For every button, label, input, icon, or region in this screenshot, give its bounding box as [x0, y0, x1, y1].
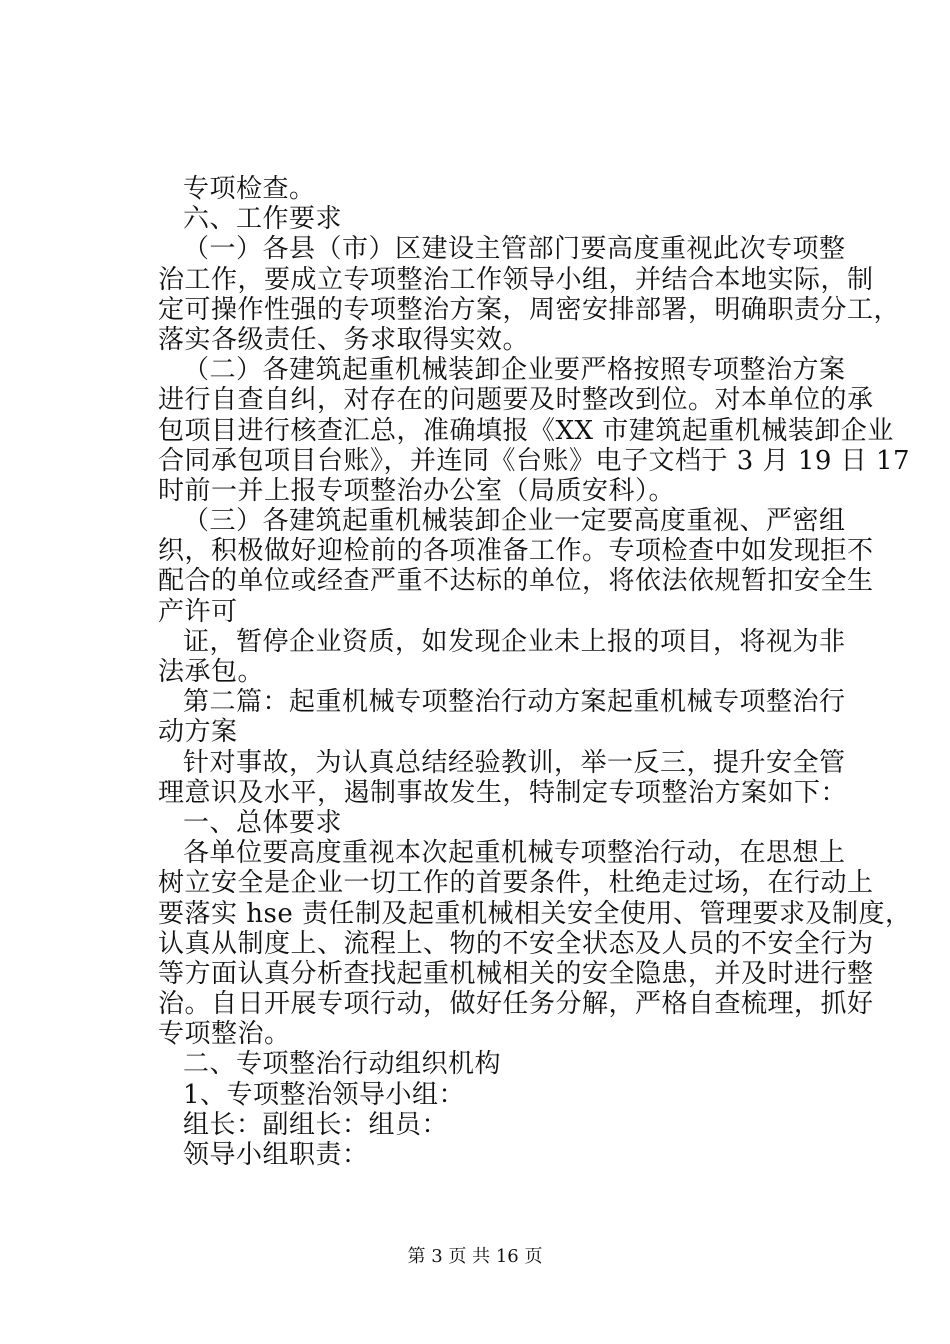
text-line: 织，积极做好迎检前的各项准备工作。专项检查中如发现拒不 [158, 536, 874, 566]
text-line: （一）各县（市）区建设主管部门要高度重视此次专项整 [183, 234, 846, 264]
text-line: 进行自查自纠，对存在的问题要及时整改到位。对本单位的承 [158, 385, 874, 415]
page-footer: 第 3 页 共 16 页 [407, 1246, 543, 1267]
text-line: 落实各级责任、务求取得实效。 [158, 325, 530, 355]
text-line: 等方面认真分析查找起重机械相关的安全隐患，并及时进行整 [158, 959, 874, 989]
text-line: 定可操作性强的专项整治方案，周密安排部署，明确职责分工， [158, 295, 901, 325]
text-line: 包项目进行核查汇总，准确填报《XX 市建筑起重机械装卸企业 [158, 416, 894, 446]
text-line: 配合的单位或经查严重不达标的单位，将依法依规暂扣安全生 [158, 566, 874, 596]
chapter-heading: 动方案 [158, 717, 238, 747]
text-line: 1、专项整治领导小组： [183, 1080, 466, 1110]
text-line: （二）各建筑起重机械装卸企业要严格按照专项整治方案 [183, 355, 846, 385]
section-heading: 一、总体要求 [183, 808, 343, 838]
text-line: 合同承包项目台账》，并连同《台账》电子文档于 3 月 19 日 17 [158, 446, 911, 476]
text-line: 专项检查。 [183, 174, 316, 204]
text-line: 针对事故，为认真总结经验教训，举一反三，提升安全管 [183, 748, 846, 778]
section-heading: 二、专项整治行动组织机构 [183, 1049, 502, 1079]
text-line: 产许可 [158, 597, 238, 627]
text-line: 理意识及水平，遏制事故发生，特制定专项整治方案如下： [158, 778, 848, 808]
text-line: 要落实 hse 责任制及起重机械相关安全使用、管理要求及制度， [158, 899, 912, 929]
chapter-heading: 第二篇：起重机械专项整治行动方案起重机械专项整治行 [183, 687, 846, 717]
text-line: 证，暂停企业资质，如发现企业未上报的项目，将视为非 [183, 627, 846, 657]
text-line: （三）各建筑起重机械装卸企业一定要高度重视、严密组 [183, 506, 846, 536]
text-line: 治工作，要成立专项整治工作领导小组，并结合本地实际，制 [158, 265, 874, 295]
text-line: 认真从制度上、流程上、物的不安全状态及人员的不安全行为 [158, 929, 874, 959]
section-heading: 六、工作要求 [183, 204, 343, 234]
text-line: 时前一并上报专项整治办公室（局质安科）。 [158, 476, 676, 506]
text-line: 领导小组职责： [183, 1140, 369, 1170]
text-line: 各单位要高度重视本次起重机械专项整治行动，在思想上 [183, 838, 846, 868]
text-line: 法承包。 [158, 657, 265, 687]
text-line: 树立安全是企业一切工作的首要条件，杜绝走过场，在行动上 [158, 868, 874, 898]
text-line: 专项整治。 [158, 1019, 291, 1049]
text-line: 治。自日开展专项行动，做好任务分解，严格自查梳理，抓好 [158, 989, 874, 1019]
text-line: 组长：副组长：组员： [183, 1110, 449, 1140]
